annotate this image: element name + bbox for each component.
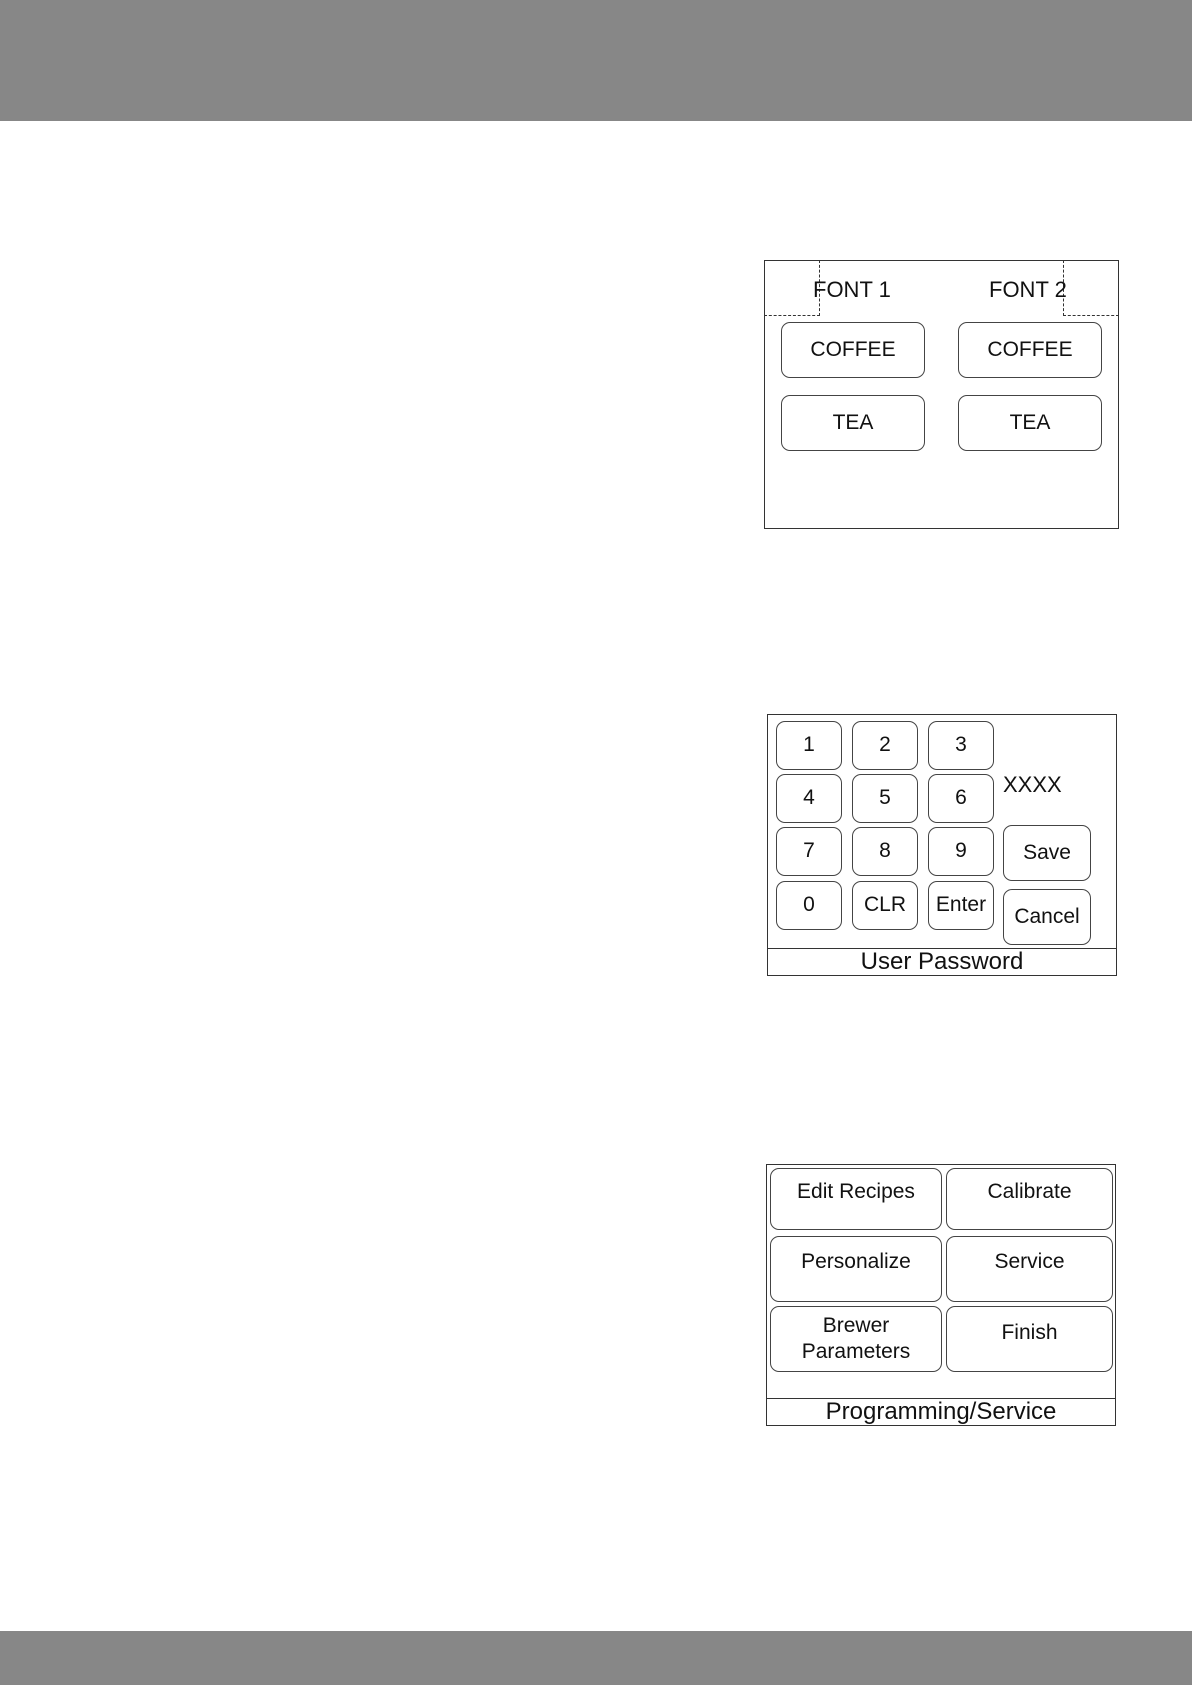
save-button[interactable]: Save [1003, 825, 1091, 881]
user-password-screen [767, 714, 1117, 976]
key-0[interactable]: 0 [776, 881, 842, 930]
password-screen-title: User Password [768, 948, 1116, 975]
service-button[interactable]: Service [946, 1236, 1113, 1302]
font2-tab-outline [1063, 260, 1119, 316]
key-3[interactable]: 3 [928, 721, 994, 770]
key-1[interactable]: 1 [776, 721, 842, 770]
font1-label[interactable]: FONT 1 [813, 277, 891, 302]
finish-button[interactable]: Finish [946, 1306, 1113, 1372]
programming-screen-title: Programming/Service [767, 1398, 1115, 1425]
key-6[interactable]: 6 [928, 774, 994, 823]
programming-service-screen [766, 1164, 1116, 1426]
calibrate-button[interactable]: Calibrate [946, 1168, 1113, 1230]
password-masked-value: XXXX [1003, 772, 1062, 797]
personalize-button[interactable]: Personalize [770, 1236, 942, 1302]
font2-coffee-button[interactable]: COFFEE [958, 322, 1102, 378]
key-clr[interactable]: CLR [852, 881, 918, 930]
font2-tea-button[interactable]: TEA [958, 395, 1102, 451]
key-4[interactable]: 4 [776, 774, 842, 823]
key-7[interactable]: 7 [776, 827, 842, 876]
font1-tab-outline [764, 260, 820, 316]
edit-recipes-button[interactable]: Edit Recipes [770, 1168, 942, 1230]
cancel-button[interactable]: Cancel [1003, 889, 1091, 945]
key-8[interactable]: 8 [852, 827, 918, 876]
top-gray-band [0, 0, 1192, 121]
key-2[interactable]: 2 [852, 721, 918, 770]
key-9[interactable]: 9 [928, 827, 994, 876]
brewer-parameters-button[interactable]: Brewer Parameters [770, 1306, 942, 1372]
font2-label[interactable]: FONT 2 [989, 277, 1067, 302]
key-enter[interactable]: Enter [928, 881, 994, 930]
font1-coffee-button[interactable]: COFFEE [781, 322, 925, 378]
font1-tea-button[interactable]: TEA [781, 395, 925, 451]
font-select-screen [764, 260, 1119, 529]
bottom-gray-band [0, 1631, 1192, 1685]
key-5[interactable]: 5 [852, 774, 918, 823]
